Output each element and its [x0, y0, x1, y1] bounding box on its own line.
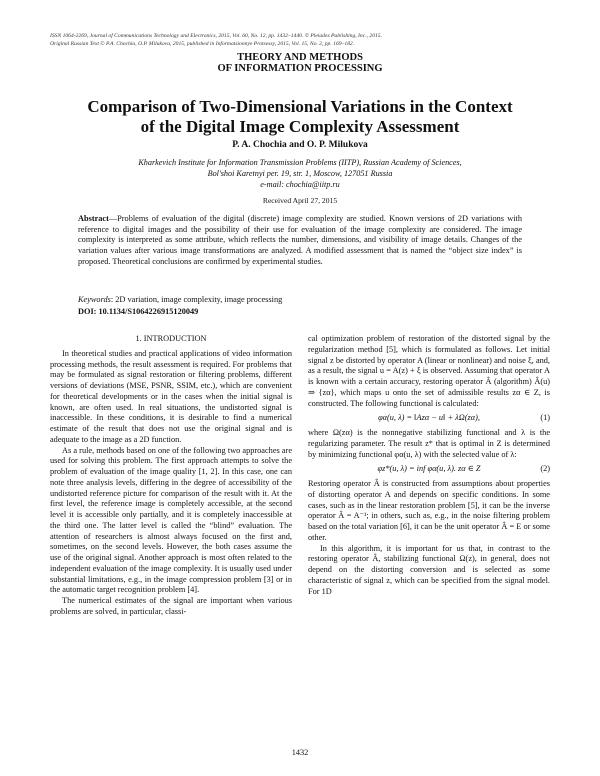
journal-line-1: ISSN 1064-2269, Journal of Communications Technology and Electronics, 2015, Vol. 60, No. 12, pp. 1432–1440. © Pleiades Publishing, Inc., 2015. — [50, 33, 382, 39]
left-paragraph-3: The numerical estimates of the signal are important when various problems are solved, in particular, classi- — [50, 596, 292, 616]
right-paragraph-4: In this algorithm, it is important for us that, in contrast to the restoring operator Â, stabilizing functional Ω(z), in general, does not depend on the distorting conversion and is selected as some characteristic of signal z, which can be specified from the signal model. For 1D — [308, 543, 550, 596]
affiliation-line-2: Bol'shoi Karetnyi per. 19, str. 1, Moscow, 127051 Russia — [207, 169, 393, 178]
right-paragraph-2: where Ω(zα) is the nonnegative stabilizing functional and λ is the regularizing parameter. The result z* that is optimal in Z is determined by minimizing functional φα(u, λ) with the selected value of λ: — [308, 428, 550, 459]
right-paragraph-3: Restoring operator Â is constructed from assumptions about properties of distorting operator A and depends on specific conditions. In some cases, such as in the linear restoration problem [5], it can be the inverse operator Â = A⁻¹; in others, such as, e.g., in the noise filtering problem based on the total variation [6], it can be the unit operator Â = E or some other. — [308, 479, 550, 542]
email[interactable]: e-mail: chochia@iitp.ru — [260, 180, 340, 189]
abstract — [78, 214, 522, 268]
keywords-label: Keywords — [78, 295, 111, 304]
left-paragraph-1: In theoretical studies and practical applications of video information processing methods, the result assessment is required. For problems that may be formulated as signal restoration or filtering problems, different versions of deviations (MSE, PSNR, SSIM, etc.), which are convenient for theoretical developments or in the cases when the initial signal is known, are often used. In real situations, the undistorted signal is inaccessible. In these conditions, it is desirable to find a numerical estimate of the result that does not use the original signal and is adequate to the image as a 2D function. — [50, 348, 292, 444]
doi[interactable]: DOI: 10.1134/S1064226915120049 — [78, 307, 199, 316]
affiliation-line-1: Kharkevich Institute for Information Transmission Problems (IITP), Russian Academy of Sciences, — [138, 158, 462, 167]
title-line-1: Comparison of Two-Dimensional Variations in the Context — [87, 97, 513, 116]
equation-2-body: φz*(u, λ) = inf φα(u, λ). zα ∈ Z — [377, 464, 481, 474]
right-column — [308, 334, 550, 597]
equation-2 — [308, 464, 550, 475]
journal-header — [50, 32, 550, 48]
keywords — [78, 294, 522, 305]
abstract-label: Abstract — [78, 214, 109, 223]
page-number: 1432 — [291, 748, 309, 757]
title-line-2: of the Digital Image Complexity Assessment — [140, 117, 460, 136]
equation-1-body: φα(u, λ) = ‖Azα − u‖ + λΩ(zα), — [378, 413, 480, 423]
equation-1 — [308, 413, 550, 424]
equation-2-number: (2) — [540, 464, 550, 474]
left-paragraph-2: As a rule, methods based on one of the following two approaches are used for solving this problem. The first approach attempts to solve the problem of evaluation of the image quality [1, 2]. In this case, one can note three analysis levels, differing in the degree of accessibility of the undistorted reference picture for comparison of the result with it. At the first level, the reference image is completely accessible, at the second level it is accessible only partially, and it is completely inaccessible at the third one. The latter level is called the “blind” evaluation. The attention of researchers is almost always focused on the first and, sometimes, on the second levels. However, the both cases assume the use of the original signal. Another approach is most often related to the independent evaluation of the image complexity. It is usually used under substantial limitations, e.g., in the image compression problem [3] or in the automatic target recognition problem [4]. — [50, 445, 292, 595]
journal-line-2: Original Russian Text © P.A. Chochia, O.P. Milukova, 2015, published in Informatsionnye Protsessy, 2015, Vol. 15, No. 2, pp. 169–182. — [50, 41, 355, 47]
received-date: Received April 27, 2015 — [262, 196, 338, 205]
section-line-1: THEORY AND METHODS — [237, 52, 363, 63]
article-title — [40, 97, 560, 137]
section-heading — [0, 52, 600, 74]
keywords-text: : 2D variation, image complexity, image processing — [110, 295, 283, 304]
left-column — [50, 334, 292, 618]
right-paragraph-1: cal optimization problem of restoration of the distorted signal by the regularization method [5], which is formulated as follows. Let initial signal z be distorted by operator A (linear or nonlinear) and noise ξ, and, as a result, the signal u = A(z) + ξ is observed. Assuming that operator A is known with a certain accuracy, restoring operator Â (algorithm) Â(u) ⇒ {zα}, which maps u onto the set of admissible results zα ∈ Z, is constructed. The following functional is calculated: — [308, 334, 550, 408]
section-line-2: OF INFORMATION PROCESSING — [217, 63, 383, 74]
abstract-text: —Problems of evaluation of the digital (discrete) image complexity are studied. Known versions of 2D variations with reference to digital images and the possibility of their use for evaluation of the image complexity are considered. The image complexity is interpreted as some attribute, which reflects the number, dimensions, and visibility of image details. Changes of the variation values after various image transformations are analyzed. A modified assessment that is named the “object size index” is proposed. Theoretical conclusions are confirmed by experimental studies. — [78, 214, 522, 266]
equation-1-number: (1) — [540, 413, 550, 423]
intro-heading: 1. INTRODUCTION — [135, 334, 207, 343]
affiliation — [60, 157, 540, 190]
authors: P. A. Chochia and O. P. Milukova — [232, 140, 368, 150]
